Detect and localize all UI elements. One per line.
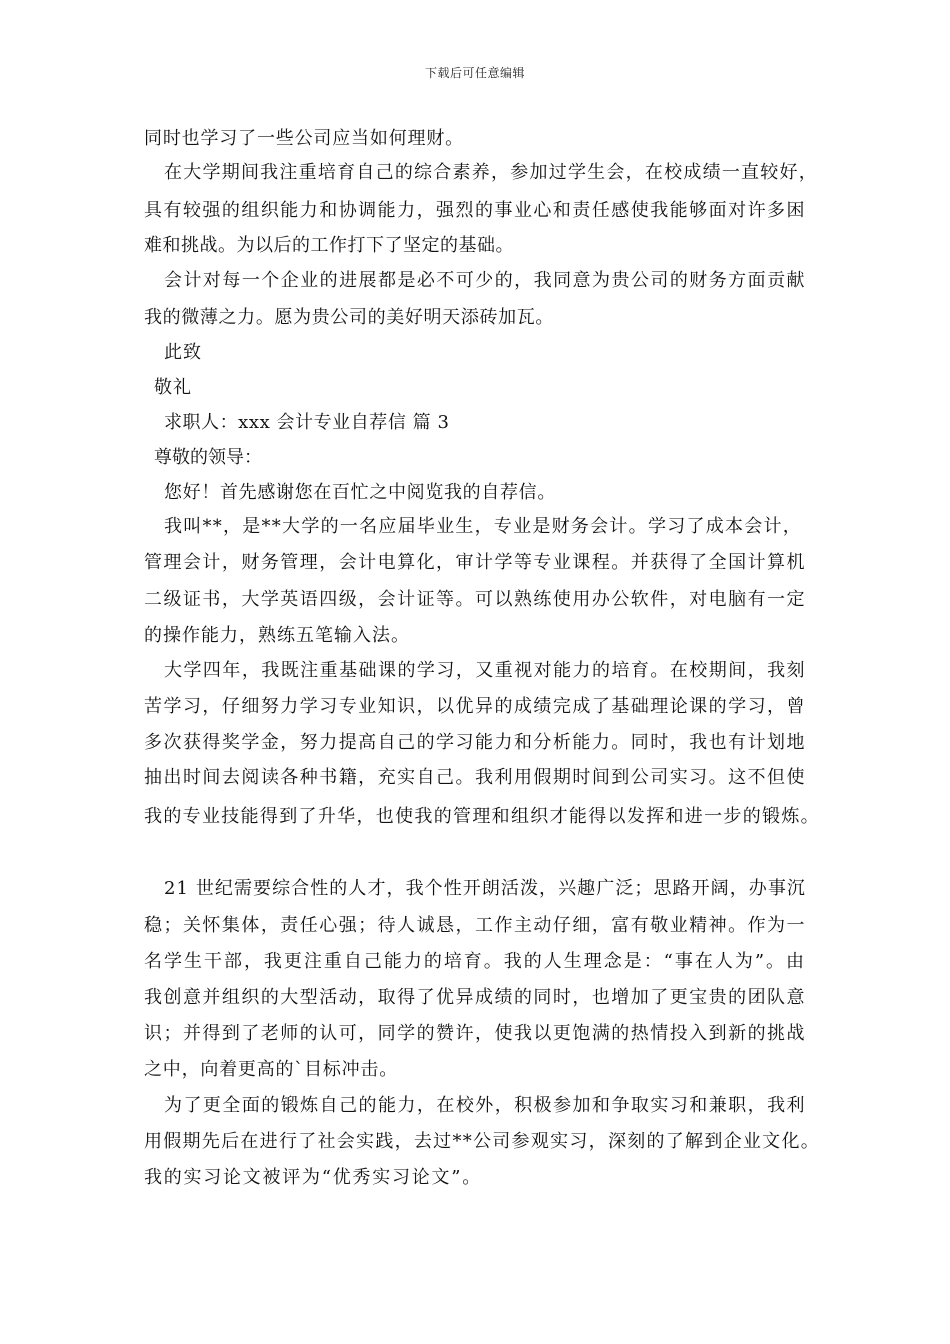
text-line: 稳；关怀集体，责任心强；待人诚恳，工作主动仔细，富有敬业精神。作为一 (144, 915, 806, 936)
text-line: 同时也学习了一些公司应当如何理财。 (144, 128, 464, 149)
page-header: 下载后可任意编辑 (424, 66, 525, 80)
text-line: 之中，向着更高的`目标冲击。 (144, 1059, 398, 1080)
text-line: 的操作能力，熟练五笔输入法。 (144, 625, 410, 646)
text-line: 21 世纪需要综合性的人才，我个性开朗活泼，兴趣广泛；思路开阔，办事沉 (164, 878, 806, 899)
text-line: 在大学期间我注重培育自己的综合素养，参加过学生会，在校成绩一直较好， (164, 162, 818, 183)
text-line: 会计对每一个企业的进展都是必不可少的，我同意为贵公司的财务方面贡献 (164, 270, 806, 291)
text-line: 二级证书，大学英语四级，会计证等。可以熟练使用办公软件，对电脑有一定 (144, 589, 806, 610)
text-line: 名学生干部，我更注重自己能力的培育。我的人生理念是：“事在人为”。由 (144, 951, 806, 972)
text-line: 抽出时间去阅读各种书籍，充实自己。我利用假期时间到公司实习。这不但使 (144, 767, 806, 788)
text-line: 我的微薄之力。愿为贵公司的美好明天添砖加瓦。 (144, 307, 554, 328)
text-line: 具有较强的组织能力和协调能力，强烈的事业心和责任感使我能够面对许多困 (144, 200, 806, 221)
text-line: 我创意并组织的大型活动，取得了优异成绩的同时，也增加了更宝贵的团队意 (144, 987, 806, 1008)
text-line: 多次获得奖学金，努力提高自己的学习能力和分析能力。同时，我也有计划地 (144, 732, 806, 753)
text-line: 我的实习论文被评为“优秀实习论文”。 (144, 1167, 482, 1188)
text-line: 尊敬的领导： (154, 447, 262, 468)
text-line: 求职人：xxx 会计专业自荐信 篇 3 (164, 412, 450, 433)
text-line: 大学四年，我既注重基础课的学习，又重视对能力的培育。在校期间，我刻 (164, 660, 806, 681)
text-line: 用假期先后在进行了社会实践，去过**公司参观实习，深刻的了解到企业文化。 (144, 1131, 820, 1152)
text-line: 敬礼 (154, 377, 192, 398)
text-line: 识；并得到了老师的认可，同学的赞许，使我以更饱满的热情投入到新的挑战 (144, 1023, 806, 1044)
text-line: 管理会计，财务管理，会计电算化，审计学等专业课程。并获得了全国计算机 (144, 552, 806, 573)
text-line: 苦学习，仔细努力学习专业知识，以优异的成绩完成了基础理论课的学习，曾 (144, 696, 806, 717)
text-line: 我的专业技能得到了升华，也使我的管理和组织才能得以发挥和进一步的锻炼。 (144, 806, 820, 827)
text-line: 您好！首先感谢您在百忙之中阅览我的自荐信。 (164, 482, 556, 503)
text-line: 我叫**，是**大学的一名应届毕业生，专业是财务会计。学习了成本会计， (164, 516, 802, 537)
text-line: 为了更全面的锻炼自己的能力，在校外，积极参加和争取实习和兼职，我利 (164, 1095, 806, 1116)
text-line: 此致 (164, 342, 202, 363)
text-line: 难和挑战。为以后的工作打下了坚定的基础。 (144, 235, 514, 256)
